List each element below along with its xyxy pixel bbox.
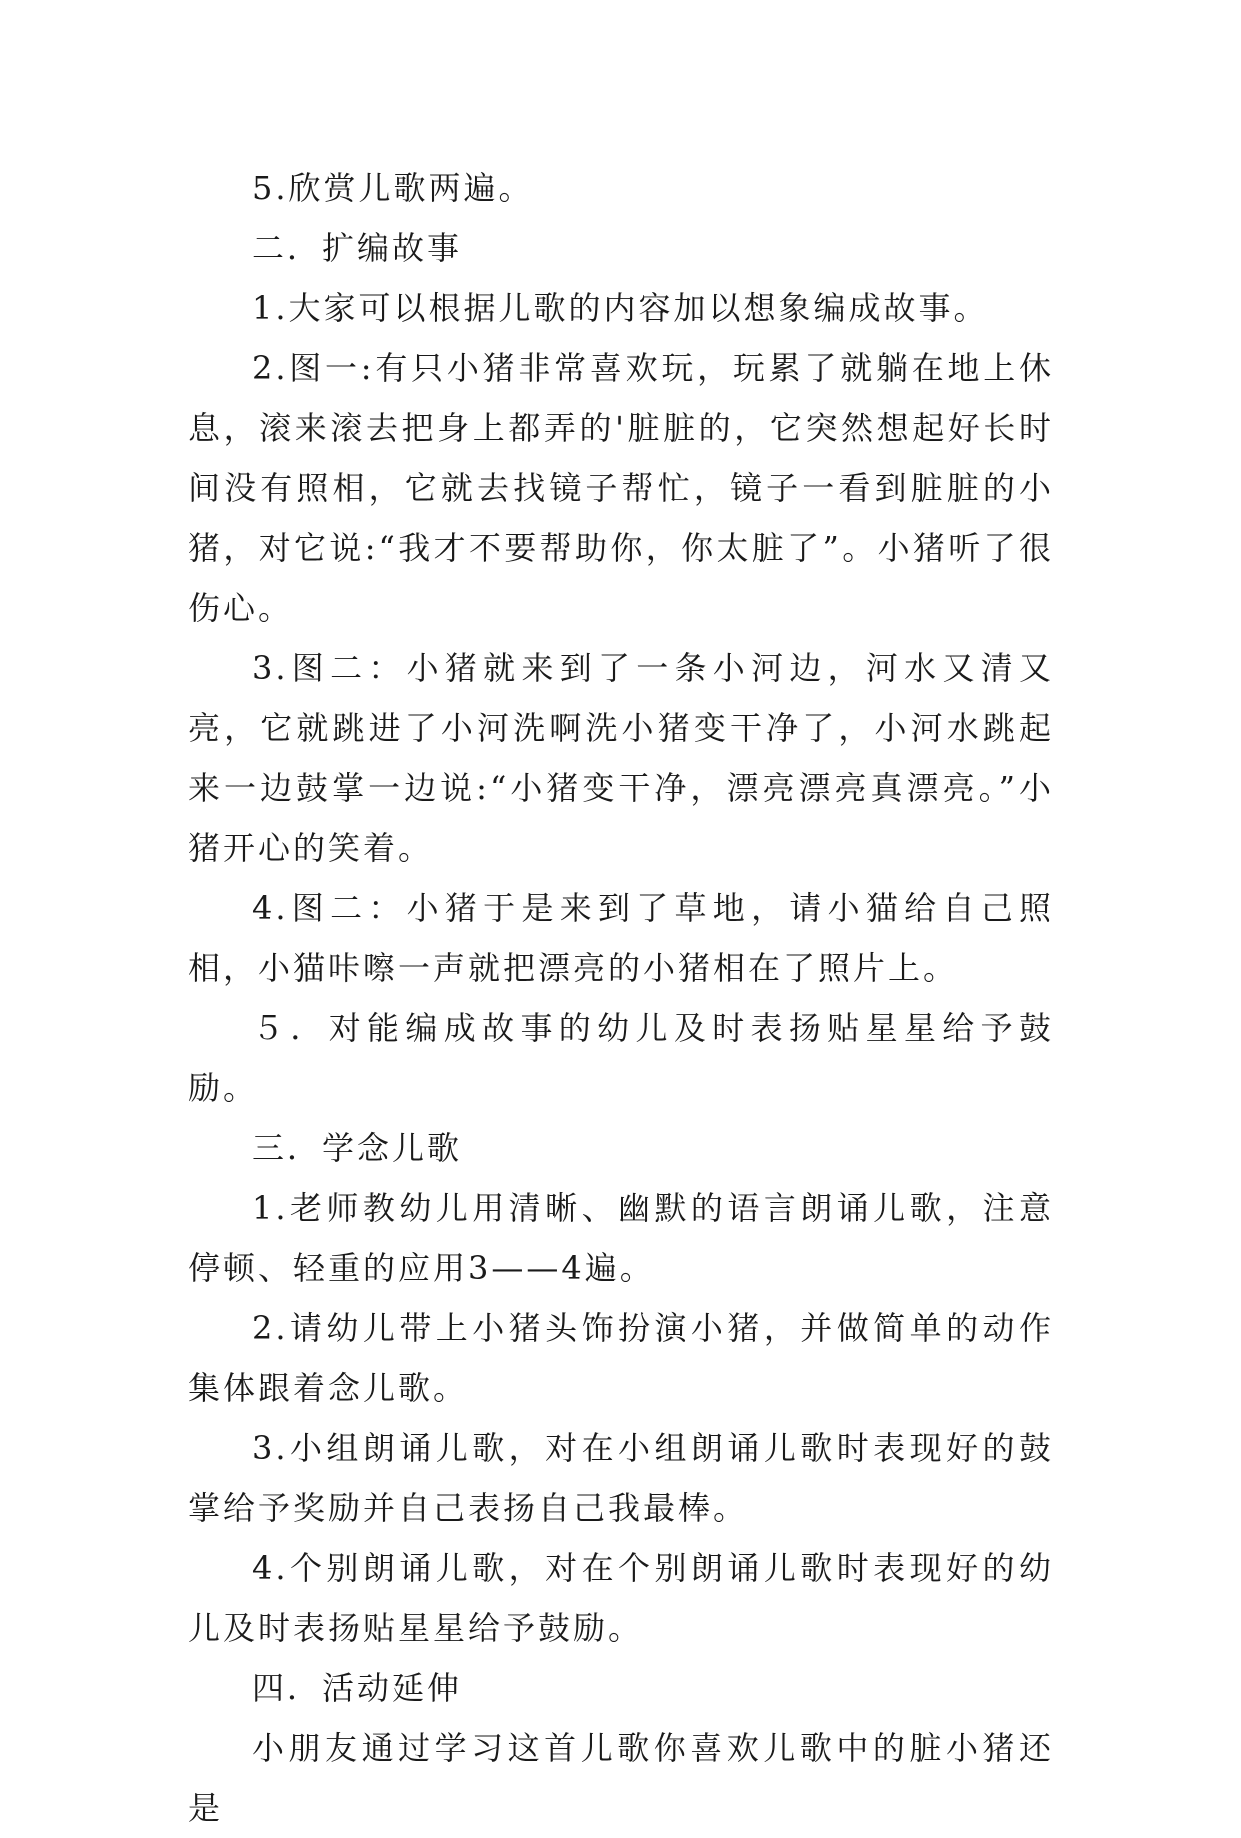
section-heading-expand-story: 二．扩编故事 <box>252 229 463 267</box>
paragraph-rhyme-step-1: 1.老师教幼儿用清晰、幽默的语言朗诵儿歌，注意停顿、轻重的应用3——4遍。 <box>188 1189 1054 1287</box>
paragraph-story-step-4: 4.图二：小猪于是来到了草地，请小猫给自己照相，小猫咔嚓一声就把漂亮的小猪相在了照片上。 <box>188 889 1054 987</box>
paragraph-rhyme-step-4: 4.个别朗诵儿歌，对在个别朗诵儿歌时表现好的幼儿及时表扬贴星星给予鼓励。 <box>188 1549 1054 1647</box>
paragraph-story-step-1: 1.大家可以根据儿歌的内容加以想象编成故事。 <box>252 289 989 327</box>
paragraph-story-step-2: 2.图一:有只小猪非常喜欢玩，玩累了就躺在地上休息，滚来滚去把身上都弄的'脏脏的，它突然想起好长时间没有照相，它就去找镜子帮忙，镜子一看到脏脏的小猪，对它说:“我才不要帮助你，你太脏了”。小猪听了很伤心。 <box>188 349 1054 627</box>
paragraph-rhyme-step-3: 3.小组朗诵儿歌，对在小组朗诵儿歌时表现好的鼓掌给予奖励并自己表扬自己我最棒。 <box>188 1429 1054 1527</box>
section-heading-activity-extension: 四．活动延伸 <box>252 1669 463 1707</box>
paragraph-story-step-5: ５．对能编成故事的幼儿及时表扬贴星星给予鼓励。 <box>188 1009 1054 1107</box>
paragraph-rhyme-step-2: 2.请幼儿带上小猪头饰扮演小猪，并做简单的动作集体跟着念儿歌。 <box>188 1309 1054 1407</box>
paragraph-step-5-appreciate: 5.欣赏儿歌两遍。 <box>252 169 534 207</box>
paragraph-extension-text: 小朋友通过学习这首儿歌你喜欢儿歌中的脏小猪还是 <box>188 1729 1054 1827</box>
document-body <box>188 158 1054 1838</box>
section-heading-learn-rhyme: 三．学念儿歌 <box>252 1129 463 1167</box>
paragraph-story-step-3: 3.图二：小猪就来到了一条小河边，河水又清又亮，它就跳进了小河洗啊洗小猪变干净了，小河水跳起来一边鼓掌一边说:“小猪变干净，漂亮漂亮真漂亮。”小猪开心的笑着。 <box>188 649 1054 867</box>
